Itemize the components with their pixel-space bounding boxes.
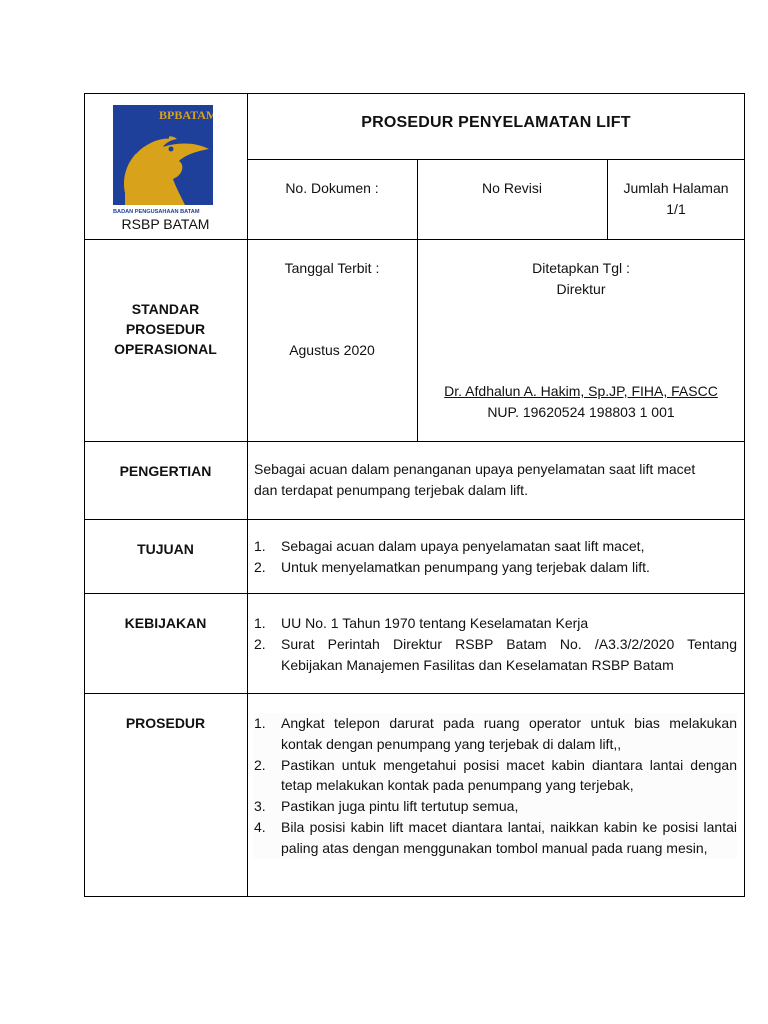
- list-item: 2. Untuk menyelamatkan penumpang yang terjebak dalam lift.: [254, 558, 650, 575]
- page-title: PROSEDUR PENYELAMATAN LIFT: [361, 114, 631, 131]
- page-count-value: 1/1: [666, 201, 686, 217]
- sop-label: [84, 299, 247, 359]
- issue-date-value: Agustus 2020: [289, 342, 375, 358]
- svg-text:BADAN PENGUSAHAAN BATAM: BADAN PENGUSAHAAN BATAM: [113, 209, 200, 215]
- kebijakan-label: KEBIJAKAN: [124, 615, 207, 631]
- column-divider: [247, 93, 248, 897]
- pengertian-label: PENGERTIAN: [119, 463, 212, 479]
- tujuan-list: [254, 536, 740, 578]
- row-divider: [84, 441, 745, 442]
- approver-nup: NUP. 19620524 198803 1 001: [487, 404, 675, 420]
- approver-role: Direktur: [556, 281, 606, 297]
- doc-number-label: No. Dokumen :: [285, 180, 379, 196]
- sop-label-line: PROSEDUR: [125, 321, 206, 337]
- sop-document: [84, 93, 745, 897]
- sop-label-line: STANDAR: [131, 301, 200, 317]
- org-name: RSBP BATAM: [121, 216, 210, 232]
- pengertian-line: Sebagai acuan dalam penanganan upaya penyelamatan saat lift macet: [254, 461, 696, 477]
- list-item: 4. Bila posisi kabin lift macet diantara lantai, naikkan kabin ke posisi lantai paling atas dengan menggunakan tombol manual pada ruang mesin,: [254, 818, 737, 856]
- approved-label: Ditetapkan Tgl :: [532, 260, 630, 276]
- prosedur-label: PROSEDUR: [125, 715, 206, 731]
- prosedur-list: [254, 713, 737, 859]
- row-divider: [84, 693, 745, 694]
- list-item: 2. Pastikan untuk mengetahui posisi macet kabin diantara lantai dengan tetap melakukan kontak pada penumpang yang terjebak,: [254, 756, 737, 794]
- list-item: 2. Surat Perintah Direktur RSBP Batam No. /A3.3/2/2020 Tentang Kebijakan Manajemen Fasilitas dan Keselamatan RSBP Batam: [254, 635, 737, 673]
- approver-name: Dr. Afdhalun A. Hakim, Sp.JP, FIHA, FASCC: [444, 383, 718, 399]
- svg-text:BPBATAM: BPBATAM: [159, 108, 213, 122]
- kebijakan-list: [254, 613, 737, 675]
- sop-label-line: OPERASIONAL: [114, 341, 217, 357]
- border-bottom: [84, 896, 745, 897]
- pengertian-text: [254, 459, 740, 501]
- row-divider: [247, 159, 745, 160]
- border-top: [84, 93, 745, 94]
- issue-date-label: Tanggal Terbit :: [284, 260, 380, 276]
- list-item: 1. Sebagai acuan dalam upaya penyelamatan saat lift macet,: [254, 538, 645, 554]
- row-divider: [84, 519, 745, 520]
- bp-batam-logo-graphic: [113, 105, 213, 215]
- list-item: 3. Pastikan juga pintu lift tertutup semua,: [254, 798, 519, 815]
- tujuan-label: TUJUAN: [137, 541, 194, 557]
- row-divider: [84, 593, 745, 594]
- page-count-label: Jumlah Halaman: [623, 180, 729, 196]
- list-item: 1. Angkat telepon darurat pada ruang operator untuk bias melakukan kontak dengan penumpang yang terjebak di dalam lift,,: [254, 715, 737, 752]
- pengertian-line: dan terdapat penumpang terjebak dalam lift.: [254, 482, 528, 498]
- row-divider: [84, 239, 745, 240]
- list-item: 1. UU No. 1 Tahun 1970 tentang Keselamatan Kerja: [254, 615, 589, 631]
- bp-batam-logo: [113, 105, 213, 215]
- revision-label: No Revisi: [482, 180, 542, 196]
